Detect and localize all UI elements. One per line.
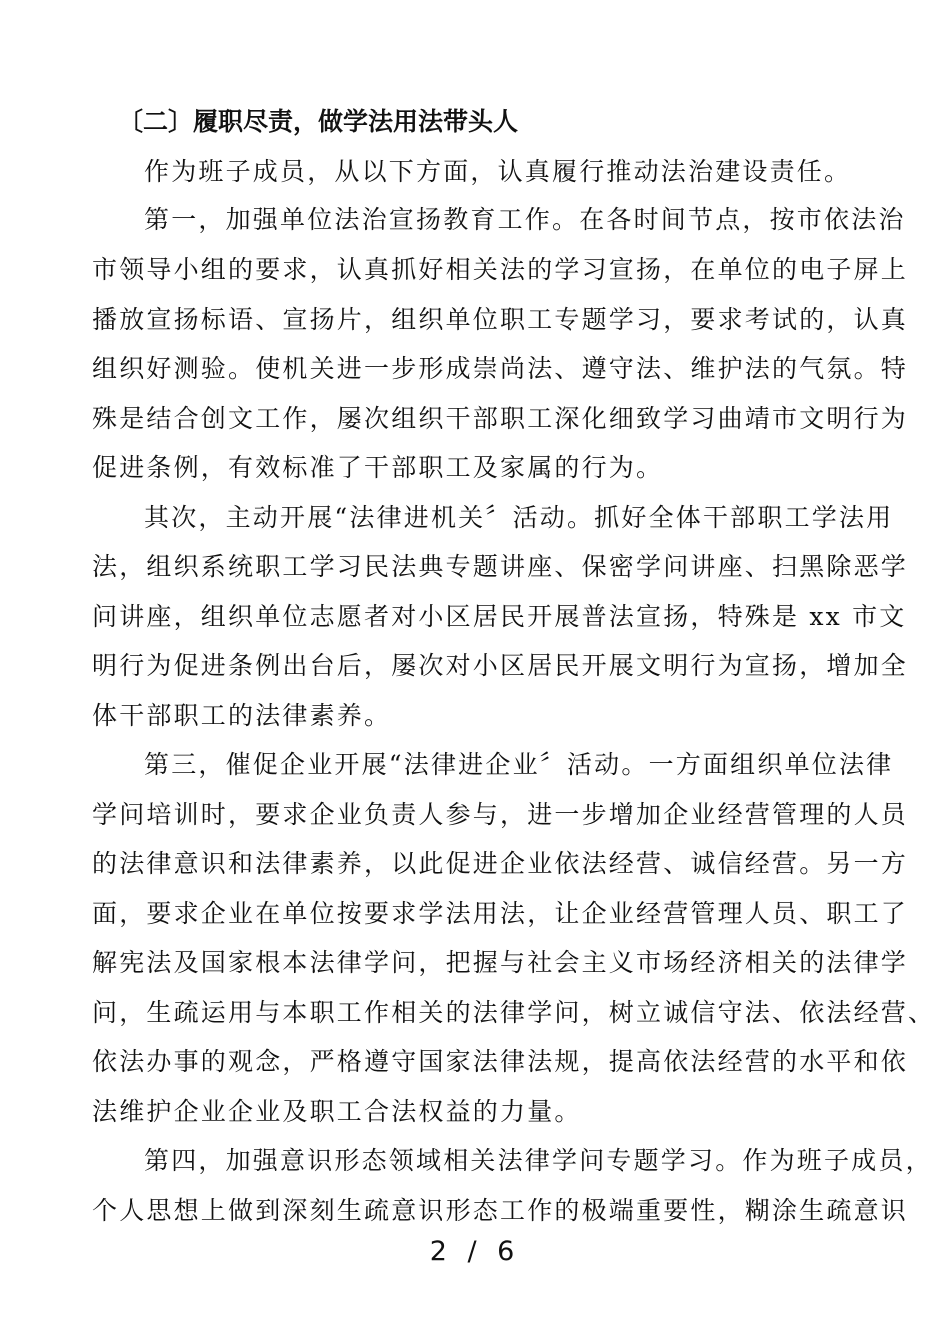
paragraph-line: 的法律意识和法律素养，以此促进企业依法经营、诚信经营。另一方 bbox=[92, 849, 909, 878]
paragraph-line: 个人思想上做到深刻生疏意识形态工作的极端重要性，糊涂生疏意识 bbox=[92, 1196, 909, 1225]
paragraph-line: 明行为促进条例出台后，屡次对小区居民开展文明行为宣扬，增加全 bbox=[92, 651, 909, 680]
paragraph-line: 解宪法及国家根本法律学问，把握与社会主义市场经济相关的法律学 bbox=[92, 948, 909, 977]
page-number: 2 / 6 bbox=[429, 1236, 521, 1267]
paragraph-line: 第一，加强单位法治宣扬教育工作。在各时间节点，按市依法治 bbox=[144, 205, 906, 234]
paragraph-line: 体干部职工的法律素养。 bbox=[92, 701, 392, 730]
paragraph-line: 第三，催促企业开展“法律进企业〞活动。一方面组织单位法律 bbox=[144, 750, 894, 779]
paragraph-line: 作为班子成员，从以下方面，认真履行推动法治建设责任。 bbox=[144, 157, 852, 186]
paragraph-line: 促进条例，有效标准了干部职工及家属的行为。 bbox=[92, 453, 664, 482]
paragraph-line: 播放宣扬标语、宣扬片，组织单位职工专题学习，要求考试的，认真 bbox=[92, 305, 909, 334]
paragraph-line: 依法办事的观念，严格遵守国家法律法规，提高依法经营的水平和依 bbox=[92, 1047, 909, 1076]
paragraph-line: 面，要求企业在单位按要求学法用法，让企业经营管理人员、职工了 bbox=[92, 899, 909, 928]
paragraph-line: 其次，主动开展“法律进机关〞活动。抓好全体干部职工学法用 bbox=[144, 503, 894, 532]
paragraph-line: 法维护企业企业及职工合法权益的力量。 bbox=[92, 1097, 582, 1126]
paragraph-line: 学问培训时，要求企业负责人参与，进一步增加企业经营管理的人员 bbox=[92, 800, 909, 829]
paragraph-line: 法，组织系统职工学习民法典专题讲座、保密学问讲座、扫黑除恶学 bbox=[92, 552, 909, 581]
paragraph-line: 殊是结合创文工作，屡次组织干部职工深化细致学习曲靖市文明行为 bbox=[92, 404, 909, 433]
paragraph-line: 问，生疏运用与本职工作相关的法律学问，树立诚信守法、依法经营、 bbox=[92, 998, 936, 1027]
section-heading: 〔二〕履职尽责，做学法用法带头人 bbox=[118, 107, 519, 136]
paragraph-line: 市领导小组的要求，认真抓好相关法的学习宣扬，在单位的电子屏上 bbox=[92, 255, 909, 284]
paragraph-line: 第四，加强意识形态领域相关法律学问专题学习。作为班子成员， bbox=[144, 1146, 933, 1175]
paragraph-line: 问讲座，组织单位志愿者对小区居民开展普法宣扬，特殊是 xx 市文 bbox=[92, 602, 907, 631]
paragraph-line: 组织好测验。使机关进一步形成崇尚法、遵守法、维护法的气氛。特 bbox=[92, 354, 909, 383]
